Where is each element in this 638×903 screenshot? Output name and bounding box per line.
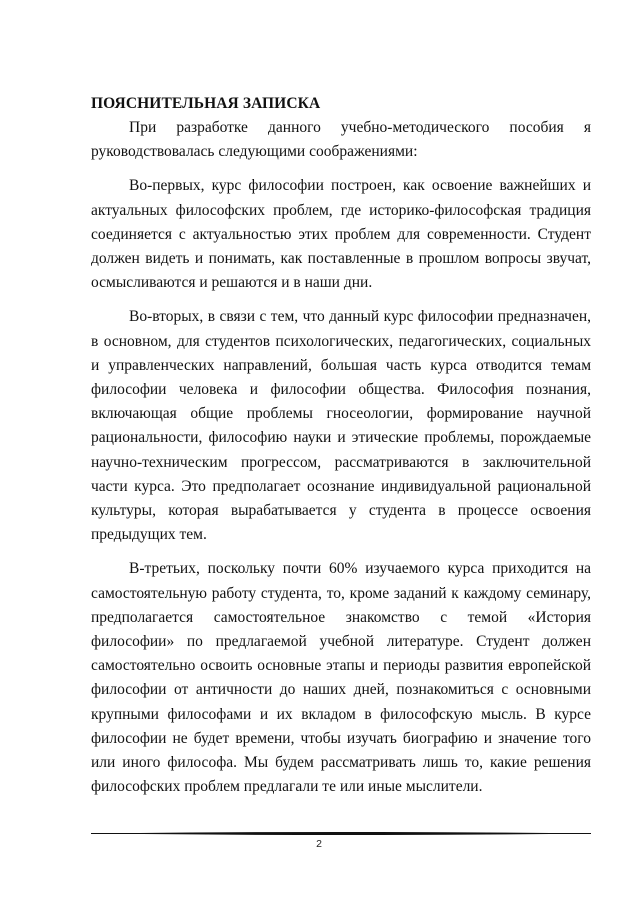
paragraph-first-point: Во-первых, курс философии построен, как освоение важнейших и актуальных философских проблем, где историко-философская традиция соединяется с актуальностью этих проблем для современности. Студент должен видеть и понимать, как поставленные в прошлом вопросы звучат, осмысливаются и решаются и в наши дни. — [91, 177, 591, 292]
footer-divider — [91, 831, 591, 836]
paragraph-intro: При разработке данного учебно-методического пособия я руководствовалась следующими соображениями: — [91, 119, 591, 161]
page-number: 2 — [316, 838, 322, 850]
paragraph-second-point: Во-вторых, в связи с тем, что данный курс философии предназначен, в основном, для студентов психологических, педагогических, социальных и управленческих направлений, большая часть курса отводится темам философии человека и философии общества. Философия познания, включающая общие проблемы гносеологии, формирование научной рациональности, философию науки и этические проблемы, порождаемые научно-техническим прогрессом, рассматриваются в заключительной части курса. Это предполагает осознание индивидуальной рациональной культуры, которая вырабатывается у студента в процессе освоения предыдущих тем. — [91, 308, 591, 544]
document-heading: ПОЯСНИТЕЛЬНАЯ ЗАПИСКА — [91, 95, 321, 112]
document-body — [91, 92, 591, 799]
paragraph-third-point: В-третьих, поскольку почти 60% изучаемого курса приходится на самостоятельную работу студента, то, кроме заданий к каждому семинару, предполагается самостоятельное знакомство с темой «История философии» по предлагаемой учебной литературе. Студент должен самостоятельно освоить основные этапы и периоды развития европейской философии от античности до наших дней, познакомиться с основными крупными философами и их вкладом в философскую мысль. В курсе философии не будет времени, чтобы изучать биографию и значение того или иного философа. Мы будем рассматривать лишь то, какие решения философских проблем предлагали те или иные мыслители. — [91, 560, 591, 796]
